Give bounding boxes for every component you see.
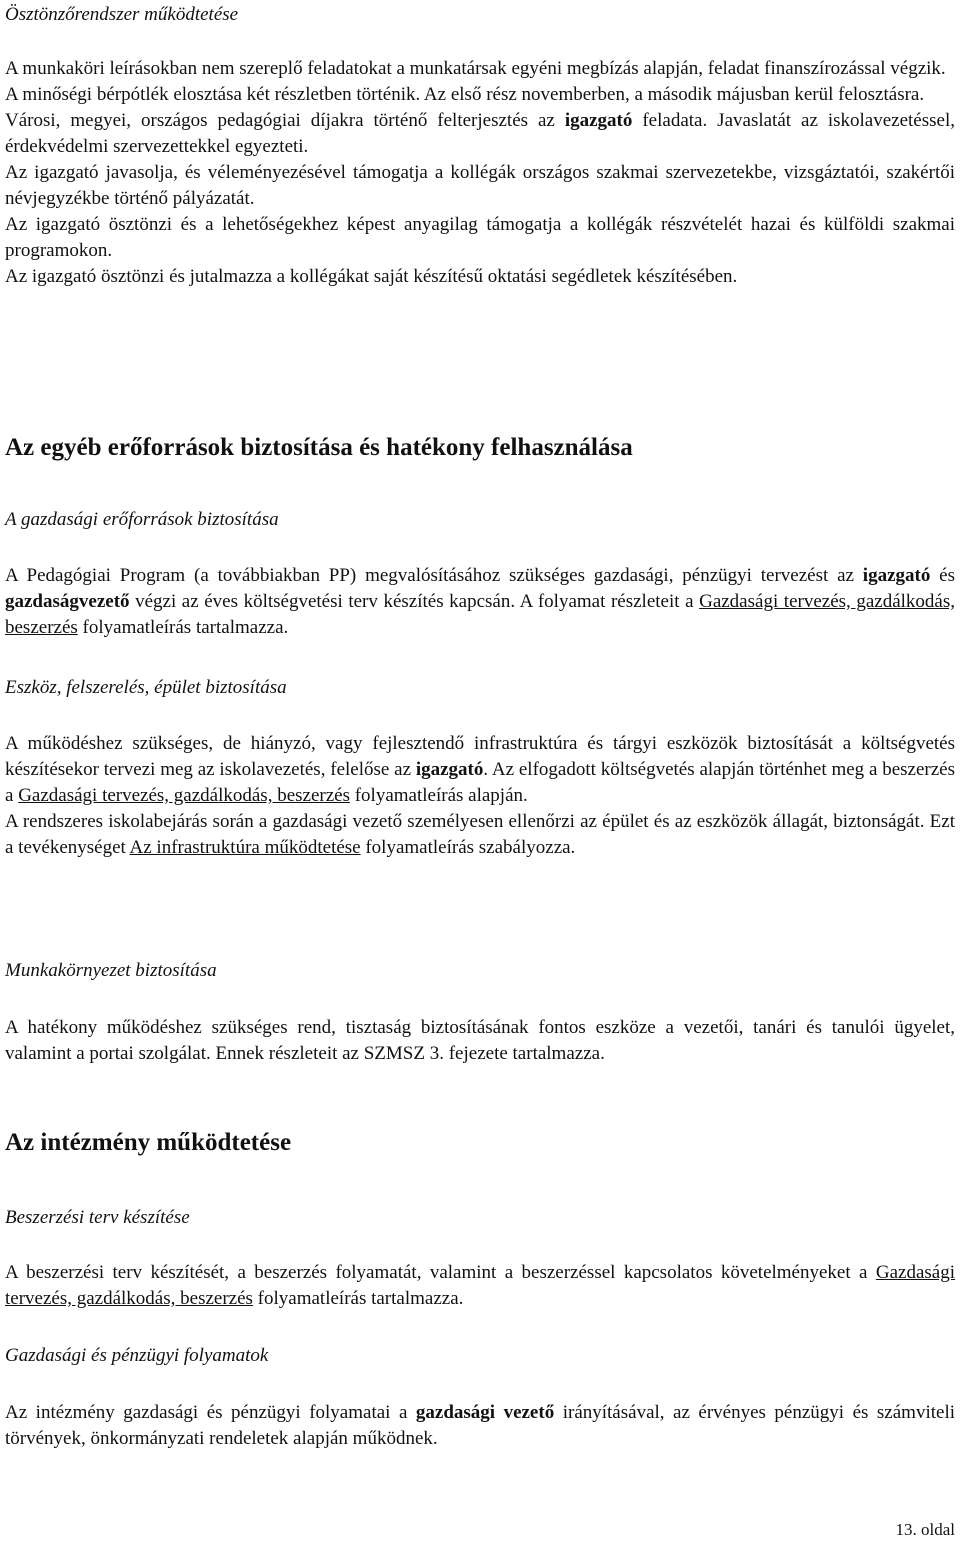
subheading-incentive-system: Ösztönzőrendszer működtetése [5,4,239,25]
paragraph-national-organizations: Az igazgató javasolja, és véleményezésével támogatja a kollégák országos szakmai szervezetekbe, vizsgáztatói, szakértői névjegyzékbe történő pályázatát. [5,162,955,209]
paragraph-awards: Városi, megyei, országos pedagógiai díjakra történő felterjesztés az igazgató feladata. Javaslatát az iskolavezetéssel, érdekvédelmi szervezettekkel egyezteti. [5,110,955,157]
paragraph-procurement-plan: A beszerzési terv készítését, a beszerzés folyamatát, valamint a beszerzéssel kapcsolatos követelményeket a Gazdasági tervezés, gazdálkodás, beszerzés folyamatleírás tartalmazza. [5,1262,955,1309]
section-incentive-system [5,2,955,28]
link-economic-planning[interactable]: Gazdasági tervezés, gazdálkodás, beszerzés [5,591,955,638]
paragraph-extra-tasks: A munkaköri leírásokban nem szereplő feladatokat a munkatársak egyéni megbízás alapján, feladat finanszírozással végzik. [5,58,946,79]
subheading-work-environment: Munkakörnyezet biztosítása [5,960,217,981]
paragraphs-equipment [5,731,955,861]
subheading-equipment: Eszköz, felszerelés, épület biztosítása [5,677,287,698]
subsection-economic-resources [5,507,955,533]
paragraph-infrastructure-planning: A működéshez szükséges, de hiányzó, vagy fejlesztendő infrastruktúra és tárgyi eszközök biztosítását a költségvetés készítésekor tervezi meg az iskolavezetés, felelőse az igazgató. Az elfogadott költségvetés alapján történhet meg a beszerzés a Gazdasági tervezés, gazdálkodás, beszerzés folyamatleírás alapján. [5,733,956,806]
subsection-equipment [5,675,955,701]
paragraph-building-inspection: A rendszeres iskolabejárás során a gazdasági vezető személyesen ellenőrzi az épület és az eszközök állagát, biztonságát. Ezt a tevékenységet Az infrastruktúra működtetése folyamatleírás szabályozza. [5,811,955,858]
subheading-financial-processes: Gazdasági és pénzügyi folyamatok [5,1345,269,1366]
paragraph-economic-resources: A Pedagógiai Program (a továbbiakban PP) megvalósításához szükséges gazdasági, pénzügyi tervezést az igazgató és gazdaságvezető végzi az éves költségvetési terv készítés kapcsán. A folyamat részleteit a Gazdasági tervezés, gazdálkodás, beszerzés folyamatleírás tartalmazza. [5,565,956,638]
section-other-resources [5,432,955,464]
subsection-procurement-plan [5,1205,955,1231]
section-institution-operation [5,1127,955,1159]
paragraph-procurement-plan-block [5,1260,955,1312]
paragraph-teaching-aids: Az igazgató ösztönzi és jutalmazza a kollégákat saját készítésű oktatási segédletek készítésében. [5,266,738,287]
heading-other-resources: Az egyéb erőforrások biztosítása és hatékony felhasználása [5,434,633,461]
paragraph-quality-bonus: A minőségi bérpótlék elosztása két részletben történik. Az első rész novemberben, a második májusban kerül felosztásra. [5,84,925,105]
subheading-economic-resources: A gazdasági erőforrások biztosítása [5,509,279,530]
paragraph-financial-processes-block [5,1400,955,1452]
incentive-paragraphs [5,56,955,290]
paragraph-work-environment: A hatékony működéshez szükséges rend, tisztaság biztosításának fontos eszköze a vezetői, tanári és tanulói ügyelet, valamint a portai szolgálat. Ennek részleteit az SZMSZ 3. fejezete tartalmazza. [5,1017,955,1064]
paragraph-economic-resources-block [5,563,955,641]
paragraph-work-environment-block [5,1015,955,1067]
link-economic-planning-2[interactable]: Gazdasági tervezés, gazdálkodás, beszerzés [18,785,350,806]
link-economic-planning-3[interactable]: Gazdasági tervezés, gazdálkodás, beszerzés [5,1262,955,1309]
link-infrastructure-operation[interactable]: Az infrastruktúra működtetése [129,837,361,858]
page-number: 13. oldal [895,1520,955,1539]
subheading-procurement-plan: Beszerzési terv készítése [5,1207,190,1228]
paragraph-financial-processes: Az intézmény gazdasági és pénzügyi folyamatai a gazdasági vezető irányításával, az érvényes pénzügyi és számviteli törvények, önkormányzati rendeletek alapján működnek. [5,1402,956,1449]
paragraph-programs-support: Az igazgató ösztönzi és a lehetőségekhez képest anyagilag támogatja a kollégák részvételét hazai és külföldi szakmai programokon. [5,214,955,261]
subsection-work-environment [5,958,955,984]
subsection-financial-processes [5,1343,955,1369]
heading-institution-operation: Az intézmény működtetése [5,1129,292,1156]
